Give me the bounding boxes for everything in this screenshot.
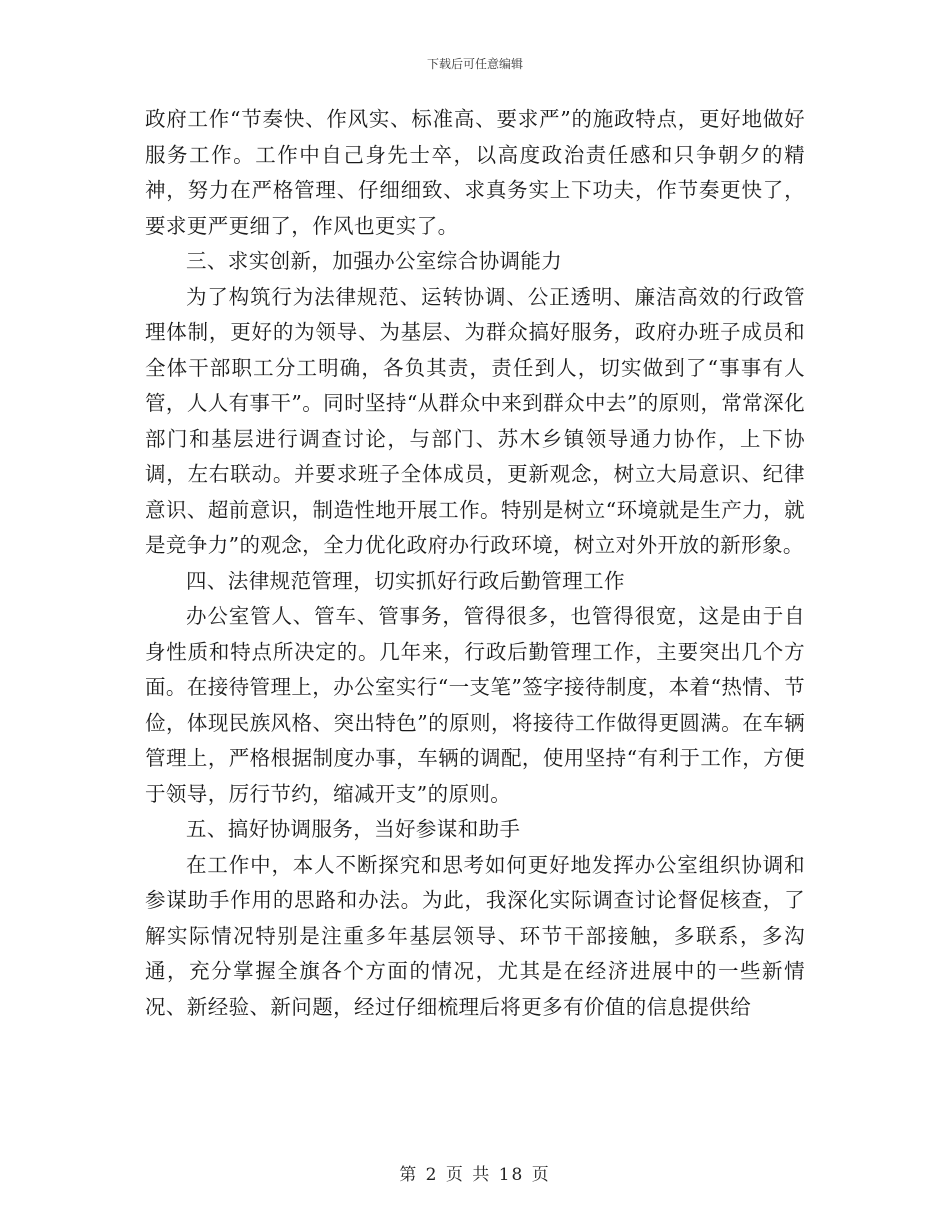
paragraph-continuation: 政府工作“节奏快、作风实、标准高、要求严”的施政特点，更好地做好服务工作。工作中自己身先士卒，以高度政治责任感和只争朝夕的精神，努力在严格管理、仔细细致、求真务实上下功夫，作节奏更快了，要求更严更细了，作风也更实了。 (145, 107, 805, 238)
section-heading-4: 四、法律规范管理，切实抓好行政后勤管理工作 (186, 568, 625, 593)
section-heading-5: 五、搞好协调服务，当好参谋和助手 (186, 817, 521, 841)
paragraph-section-3: 为了构筑行为法律规范、运转协调、公正透明、廉洁高效的行政管理体制，更好的为领导、为基层、为群众搞好服务，政府办班子成员和全体干部职工分工明确，各负其责，责任到人，切实做到了“事事有人管，人人有事干”。同时坚持“从群众中来到群众中去”的原则，常常深化部门和基层进行调查讨论，与部门、苏木乡镇领导通力协作，上下协调，左右联动。并要求班子全体成员，更新观念，树立大局意识、纪律意识、超前意识，制造性地开展工作。特别是树立“环境就是生产力，就是竞争力”的观念，全力优化政府办行政环境，树立对外开放的新形象。 (145, 284, 805, 557)
paragraph-section-5: 在工作中，本人不断探究和思考如何更好地发挥办公室组织协调和参谋助手作用的思路和办法。为此，我深化实际调查讨论督促核查，了解实际情况特别是注重多年基层领导、环节干部接触，多联系，多沟通，充分掌握全旗各个方面的情况，尤其是在经济进展中的一些新情况、新经验、新问题，经过仔细梳理后将更多有价值的信息提供给 (145, 852, 805, 1019)
section-heading-3: 三、求实创新，加强办公室综合协调能力 (186, 249, 563, 273)
page-number-footer: 第 2 页 共 18 页 (399, 1165, 551, 1185)
document-body (145, 102, 805, 1025)
paragraph-section-4: 办公室管人、管车、管事务，管得很多，也管得很宽，这是由于自身性质和特点所决定的。几年来，行政后勤管理工作，主要突出几个方面。在接待管理上，办公室实行“一支笔”签字接待制度，本着“热情、节俭，体现民族风格、突出特色”的原则，将接待工作做得更圆满。在车辆管理上，严格根据制度办事，车辆的调配，使用坚持“有利于工作，方便于领导，厉行节约，缩减开支”的原则。 (145, 604, 805, 806)
page-header: 下载后可任意编辑 (426, 57, 523, 71)
